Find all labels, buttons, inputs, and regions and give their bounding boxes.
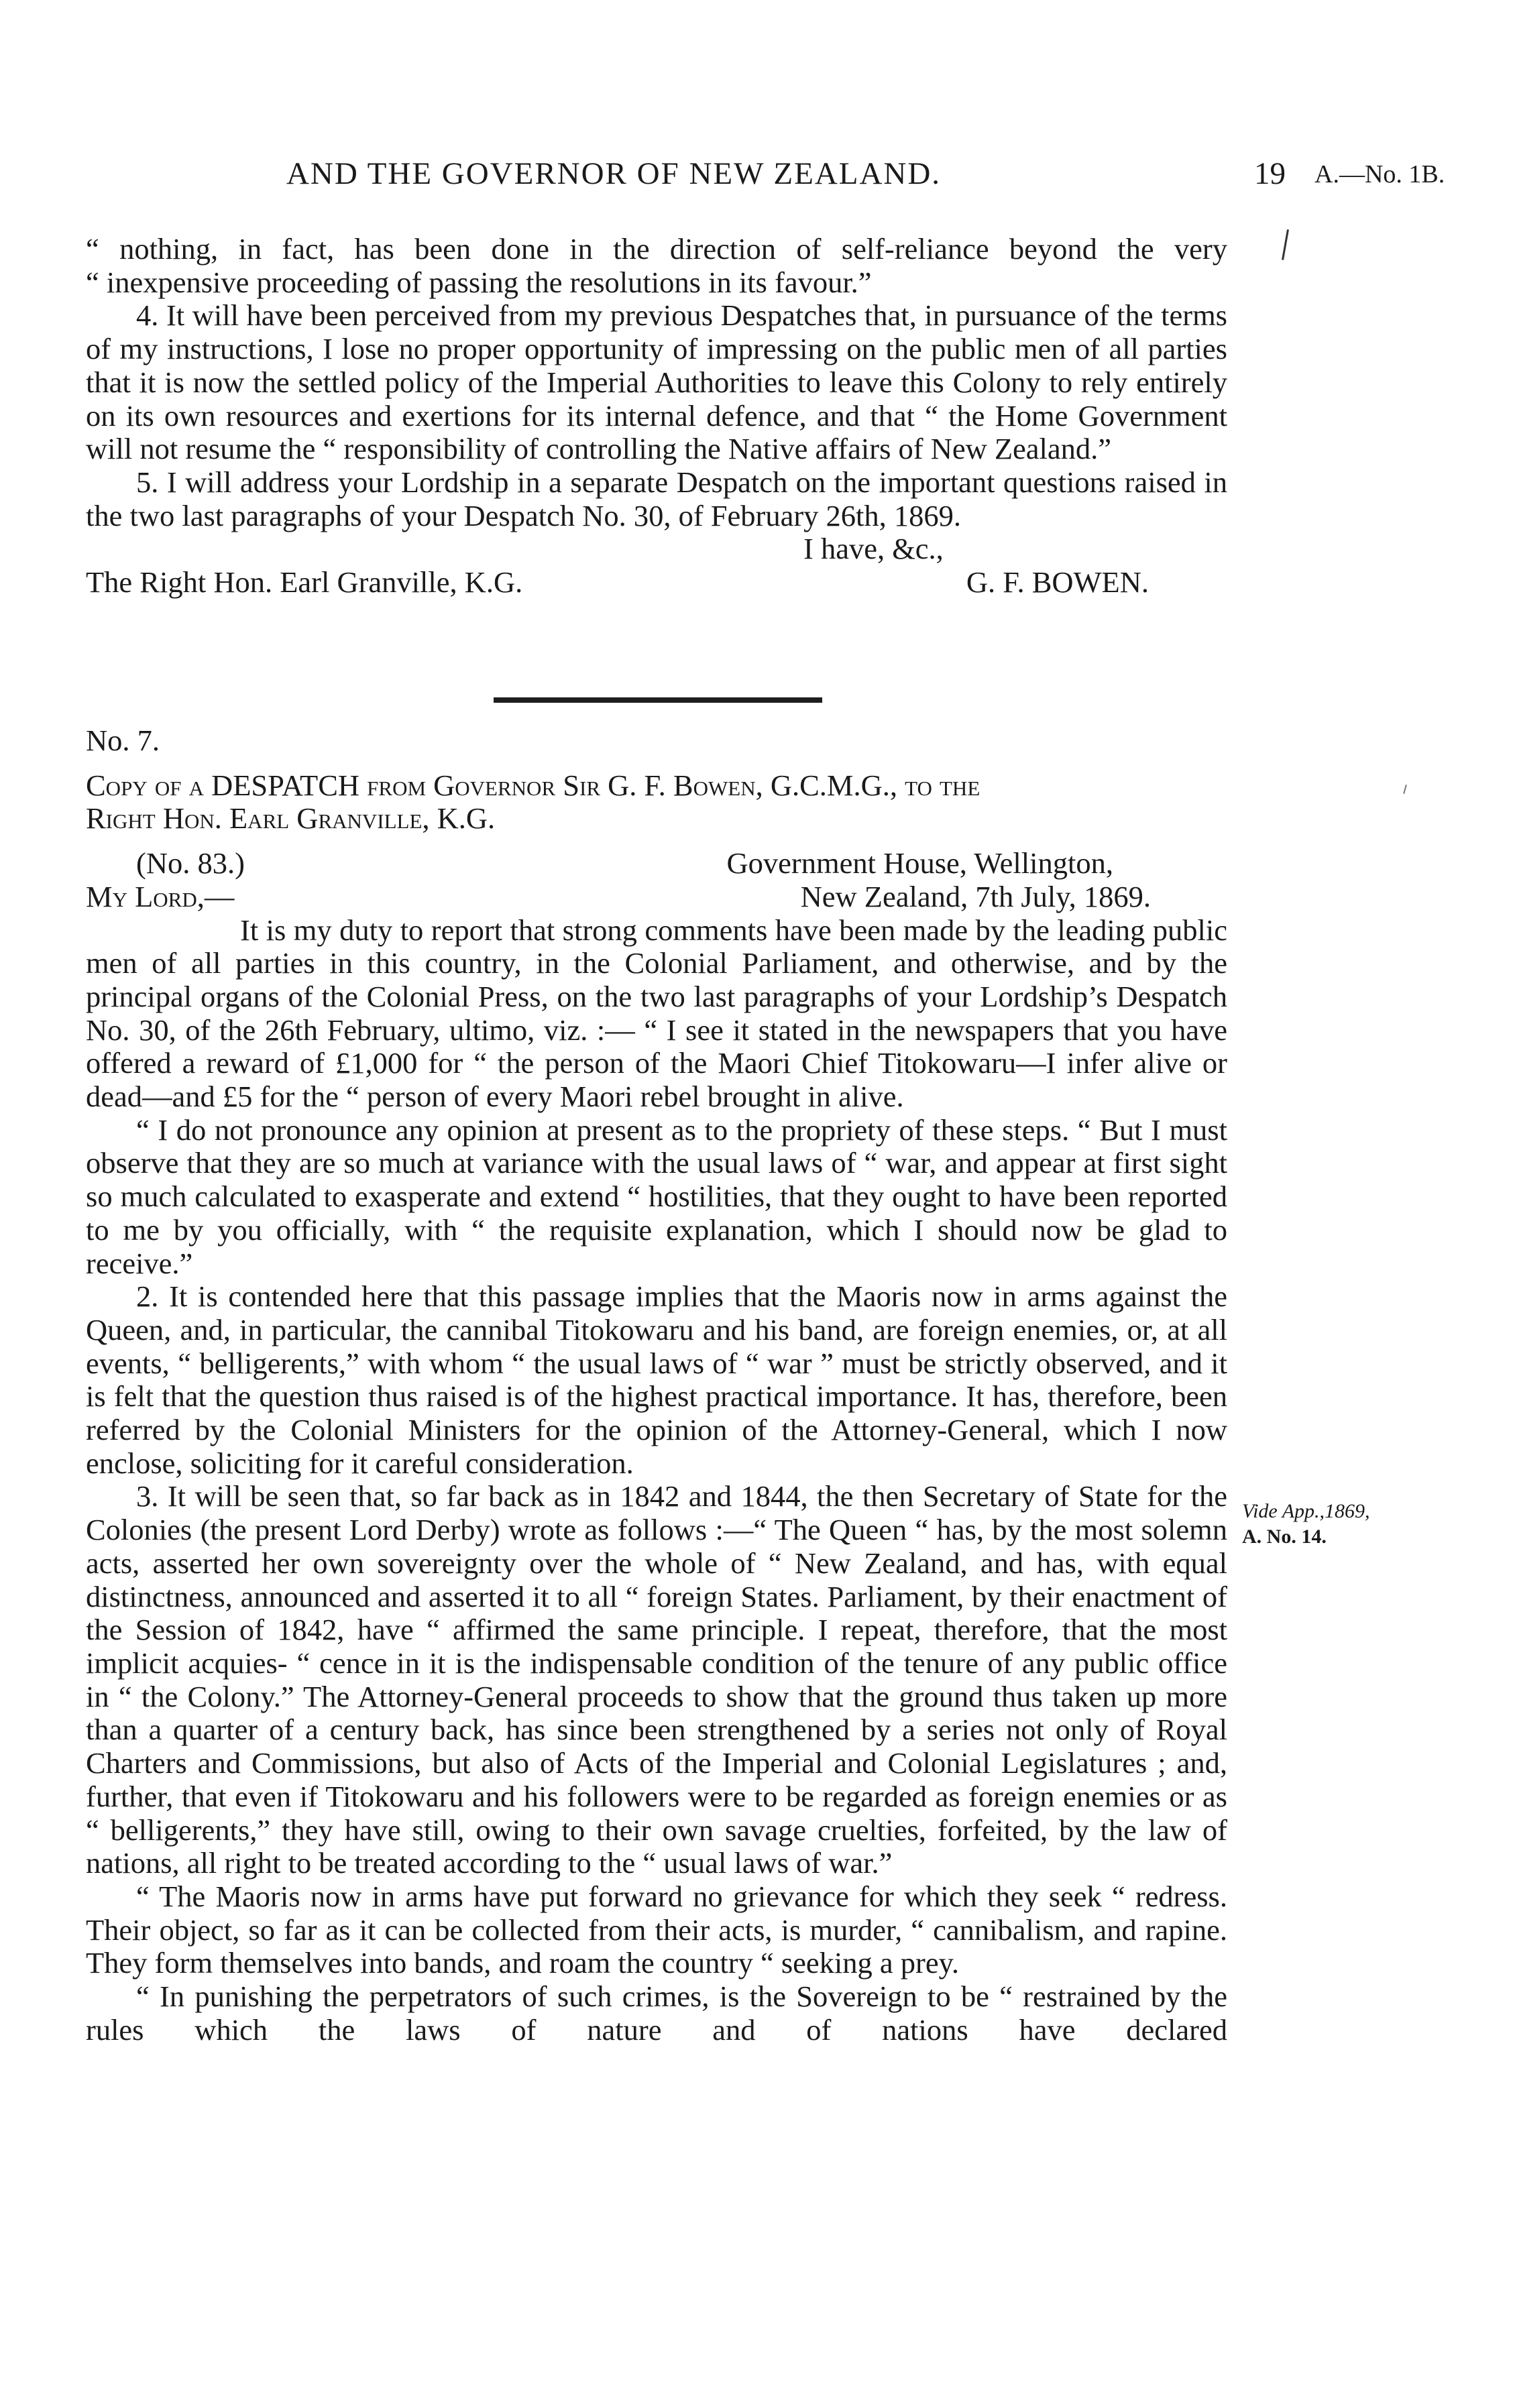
margin-note-line-1: Vide App.,1869, (1242, 1500, 1370, 1522)
quotation-1: “ I do not pronounce any opinion at present as to the propriety of these steps. “ But I must observe that they are so much at variance with the usual laws of “ war, and appear at first sight so much calculated to exasperate and extend “ hostilities, that they ought to have been reported to me by you officially, with “ the requisite explanation, which I should now be glad to receive.” (86, 1112, 1227, 1280)
paragraph-4: 4. It will have been perceived from my previous Despatches that, in pursuance of the terms of my instructions, I lose no proper opportunity of impressing on the public men of all parties that it is now the settled policy of the Imperial Authorities to leave this Colony to rely entirely on its own resources and exertions for its internal defence, and that “ the Home Government will not resume the “ responsibility of controlling the Native affairs of New Zealand.” (86, 298, 1227, 466)
despatch-date: New Zealand, 7th July, 1869. (800, 879, 1151, 913)
salutation-line (86, 880, 1227, 914)
addressee: The Right Hon. Earl Granville, K.G. (86, 565, 523, 599)
despatch-location: Government House, Wellington, (726, 846, 1113, 880)
margin-note-line-2: A. No. 14. (1242, 1526, 1327, 1548)
despatch-number: No. 7. (86, 724, 160, 757)
quotation-2: “ The Maoris now in arms have put forward no grievance for which they seek “ redress. Their object, so far as it can be collected from their acts, is murder, “ cannibalism, and rapine. They form themselves into bands, and roam the country “ seeking a prey. (86, 1879, 1227, 1980)
paragraph-1: It is my duty to report that strong comments have been made by the leading public men of all parties in this country, in the Colonial Parliament, and otherwise, and by the principal organs of the Colonial Press, on the two last paragraphs of your Lordship’s Despatch No. 30, of the 26th February, ultimo, viz. :— “ I see it stated in the newspapers that you have offered a reward of £1,000 for “ the person of the Maori Chief Titokowaru—I infer alive or dead—and £5 for the “ person of every Maori rebel brought in alive. (86, 913, 1227, 1114)
paragraph-2: 2. It is contended here that this passage implies that the Maoris now in arms against the Queen, and, in particular, the cannibal Titokowaru and his band, are foreign enemies, or, at all events, “ belligerents,” with whom “ the usual laws of “ war ” must be strictly observed, and it is felt that the question thus raised is of the highest practical importance. It has, therefore, been referred by the Colonial Ministers for the opinion of the Attorney-General, which I now enclose, soliciting for it careful consideration. (86, 1279, 1227, 1480)
continuation-line: “ inexpensive proceeding of passing the resolutions in its favour.” (86, 265, 872, 299)
despatch-ref-no: (No. 83.) (136, 846, 245, 880)
document-reference: A.—No. 1B. (1314, 160, 1445, 188)
margin-note (1242, 1499, 1416, 1550)
continuation-line: “ nothing, in fact, has been done in the direction of self-reliance beyond the very (86, 232, 1227, 266)
section-divider (494, 697, 822, 703)
despatch-title-line-2: Right Hon. Earl Granville, K.G. (86, 801, 496, 836)
previous-despatch-ending (86, 233, 1227, 599)
margin-mark-small (1403, 785, 1407, 794)
closing-phrase: I have, &c., (803, 532, 944, 566)
quotation-3: “ In punishing the perpetrators of such crimes, is the Sovereign to be “ restrained by the rules which the laws of nature and of nations have declared (86, 1980, 1227, 2047)
running-header-title: AND THE GOVERNOR OF NEW ZEALAND. (286, 156, 942, 191)
salutation: My Lord,— (86, 879, 235, 913)
paragraph-3: 3. It will be seen that, so far back as in 1842 and 1844, the then Secretary of State for the Colonies (the present Lord Derby) wrote as follows :—“ The Queen “ has, by the most solemn acts, asserted her own sovereignty over the whole of “ New Zealand, and has, with equal distinctness, announced and asserted it to all “ foreign States. Parliament, by their enactment of the Session of 1842, have “ affirmed the same principle. I repeat, therefore, that the most implicit acquies- “ cence in it is the indispensable condition of the tenure of any public office in “ the Colony.” The Attorney-General proceeds to show that the ground thus taken up more than a quarter of a century back, has since been strengthened by a series not only of Royal Charters and Commissions, but also of Acts of the Imperial and Colonial Legislatures ; and, further, that even if Titokowaru and his followers were to be regarded as foreign enemies or as “ belligerents,” they have still, owing to their own savage cruelties, forfeited, by the law of nations, all right to be treated according to the “ usual laws of war.” (86, 1479, 1227, 1880)
margin-mark (1282, 229, 1289, 260)
despatch-no-7 (86, 724, 1227, 2047)
signature: G. F. BOWEN. (966, 565, 1149, 599)
page-number: 19 (1254, 156, 1286, 191)
despatch-ref-line (86, 847, 1227, 880)
paragraph-5: 5. I will address your Lordship in a separate Despatch on the important questions raised in the two last paragraphs of your Despatch No. 30, of February 26th, 1869. (86, 465, 1227, 532)
signature-line (86, 566, 1227, 599)
despatch-title-line-1: Copy of a DESPATCH from Governor Sir G. F. Bowen, G.C.M.G., to the (86, 768, 980, 802)
